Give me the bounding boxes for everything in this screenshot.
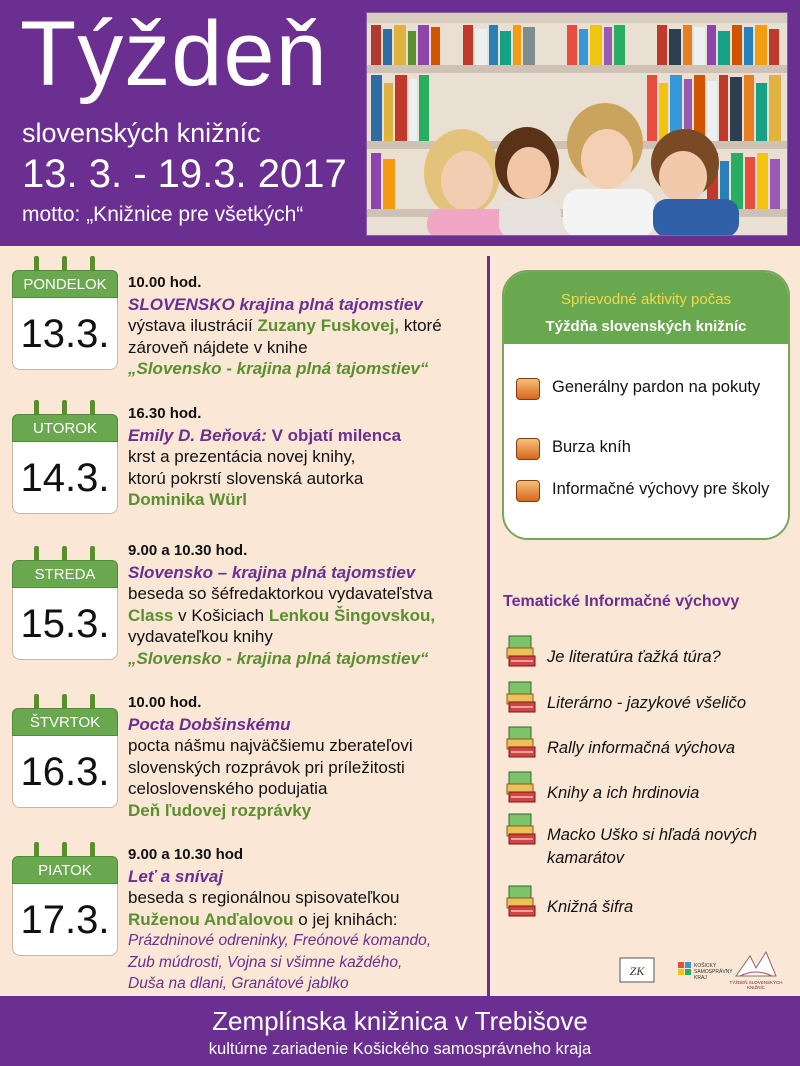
event-text: v Košiciach <box>178 605 265 625</box>
book-list: Duša na dlani, Granátové jablko <box>128 975 349 992</box>
books-icon <box>505 680 539 714</box>
zk-logo <box>620 958 654 982</box>
books-icon <box>505 770 539 804</box>
footer-banner <box>0 996 800 1066</box>
event-time: 16.30 hod. <box>128 405 202 422</box>
books-icon <box>505 725 539 759</box>
calendar-date: 17.3. <box>12 884 118 956</box>
event-title: V objatí milenca <box>271 425 402 445</box>
author-name: Emily D. Beňová: <box>128 425 267 445</box>
event-text: slovenských rozprávok pri príležitosti <box>128 757 405 777</box>
calendar-monday <box>12 256 118 370</box>
event-line <box>128 909 480 931</box>
svg-text:KNIŽNÍC: KNIŽNÍC <box>747 985 765 990</box>
books-icon <box>505 884 539 918</box>
tsk-logo <box>729 952 782 990</box>
calendar-day: UTOROK <box>12 414 118 442</box>
thematic-label: Knižná šifra <box>547 898 634 916</box>
thematic-label: Knihy a ich hrdinovia <box>547 784 700 802</box>
event-text: beseda s regionálnou spisovateľkou <box>128 888 400 907</box>
poster-dates: 13. 3. - 19.3. 2017 <box>22 152 347 196</box>
calendar-day: ŠTVRTOK <box>12 708 118 736</box>
thematic-label: Macko Uško si hľadá nových kamarátov <box>547 826 758 867</box>
calendar-date: 13.3. <box>12 298 118 370</box>
children-reading-photo <box>366 12 788 236</box>
event-title-line <box>128 425 480 447</box>
event-text: pocta nášmu najväčšiemu zberateľovi <box>128 736 413 755</box>
poster-subtitle: slovenských knižníc <box>22 118 261 148</box>
library-name: Zemplínska knižnica v Trebišove <box>212 1006 588 1036</box>
event-time: 9.00 a 10.30 hod. <box>128 542 248 559</box>
event-text: krst a prezentácia novej knihy, <box>128 447 356 466</box>
books-icon <box>505 812 539 846</box>
guest-name: Lenkou Šingovskou, <box>268 605 436 625</box>
calendar-friday <box>12 842 118 956</box>
calendar-date: 14.3. <box>12 442 118 514</box>
guest-name: Ruženou Anďalovou <box>128 909 294 929</box>
poster-title: Týždeň <box>20 3 328 105</box>
activities-heading-1: Sprievodné aktivity počas <box>560 291 732 308</box>
square-bullet-icon <box>516 480 540 502</box>
poster-motto: motto: „Knižnice pre všetkých“ <box>22 203 304 226</box>
svg-text:TÝŽDEŇ SLOVENSKÝCH: TÝŽDEŇ SLOVENSKÝCH <box>729 980 783 985</box>
activities-box <box>502 270 790 540</box>
event-friday <box>128 844 480 995</box>
calendar-day: PIATOK <box>12 856 118 884</box>
event-name: Deň ľudovej rozprávky <box>128 800 312 820</box>
column-divider <box>487 256 490 996</box>
event-wednesday <box>128 540 480 669</box>
publisher-name: Class <box>128 605 174 625</box>
book-title: „Slovensko - krajina plná tajomstiev“ <box>128 359 429 378</box>
illustrator-name: Zuzany Fuskovej, <box>257 316 400 335</box>
event-thursday <box>128 692 480 821</box>
calendar-date: 15.3. <box>12 588 118 660</box>
event-time: 10.00 hod. <box>128 694 202 711</box>
book-list: Prázdninové odreninky, Freónové komando, <box>128 932 431 949</box>
calendar-wednesday <box>12 546 118 660</box>
book-title: „Slovensko - krajina plná tajomstiev“ <box>128 648 429 668</box>
square-bullet-icon <box>516 378 540 400</box>
header-banner <box>0 0 800 246</box>
event-text: zároveň nájdete v knihe <box>128 337 308 357</box>
calendar-tuesday <box>12 400 118 514</box>
event-title: SLOVENSKO krajina plná tajomstiev <box>128 294 423 314</box>
svg-text:ZK: ZK <box>629 964 645 978</box>
guest-name: Dominika Würl <box>128 490 248 509</box>
svg-text:SAMOSPRÁVNY: SAMOSPRÁVNY <box>694 969 733 975</box>
ksk-logo <box>678 962 733 981</box>
event-time: 9.00 a 10.30 hod <box>128 846 244 863</box>
event-text: o jej knihách: <box>298 909 398 929</box>
activity-label: Generálny pardon na pokuty <box>552 378 761 396</box>
partner-logos <box>616 946 792 992</box>
event-text: beseda so šéfredaktorkou vydavateľstva <box>128 584 433 603</box>
calendar-day: STREDA <box>12 560 118 588</box>
calendar-thursday <box>12 694 118 808</box>
book-list: Zub múdrosti, Vojna si všimne každého, <box>128 953 403 971</box>
thematic-label: Rally informačná výchova <box>547 739 735 757</box>
activity-label: Informačné výchovy pre školy <box>552 480 770 498</box>
library-description: kultúrne zariadenie Košického samosprávneho kraja <box>208 1040 592 1058</box>
svg-text:KRAJ: KRAJ <box>694 975 707 981</box>
event-title: Leť a snívaj <box>128 866 224 886</box>
activities-heading-2: Týždňa slovenských knižníc <box>545 318 747 335</box>
event-text: vydavateľkou knihy <box>128 627 273 646</box>
event-tuesday <box>128 403 480 511</box>
svg-text:KOŠICKÝ: KOŠICKÝ <box>694 963 717 969</box>
activity-label: Burza kníh <box>552 438 631 456</box>
event-line <box>128 315 480 337</box>
thematic-heading: Tematické Informačné výchovy <box>503 593 740 610</box>
books-icon <box>505 634 539 668</box>
event-line <box>128 605 480 627</box>
activities-header <box>504 272 788 344</box>
calendar-day: PONDELOK <box>12 270 118 298</box>
thematic-label: Je literatúra ťažká túra? <box>547 648 721 666</box>
event-title: Pocta Dobšinskému <box>128 714 291 734</box>
event-text: výstava ilustrácií <box>128 316 253 335</box>
event-text: ktorú pokrstí slovenská autorka <box>128 468 364 488</box>
thematic-label: Literárno - jazykové všeličo <box>547 694 746 712</box>
event-monday <box>128 272 480 380</box>
event-title: Slovensko – krajina plná tajomstiev <box>128 562 416 582</box>
event-text: celoslovenského podujatia <box>128 779 328 798</box>
event-text: ktoré <box>403 316 442 335</box>
calendar-date: 16.3. <box>12 736 118 808</box>
square-bullet-icon <box>516 438 540 460</box>
event-time: 10.00 hod. <box>128 274 202 291</box>
